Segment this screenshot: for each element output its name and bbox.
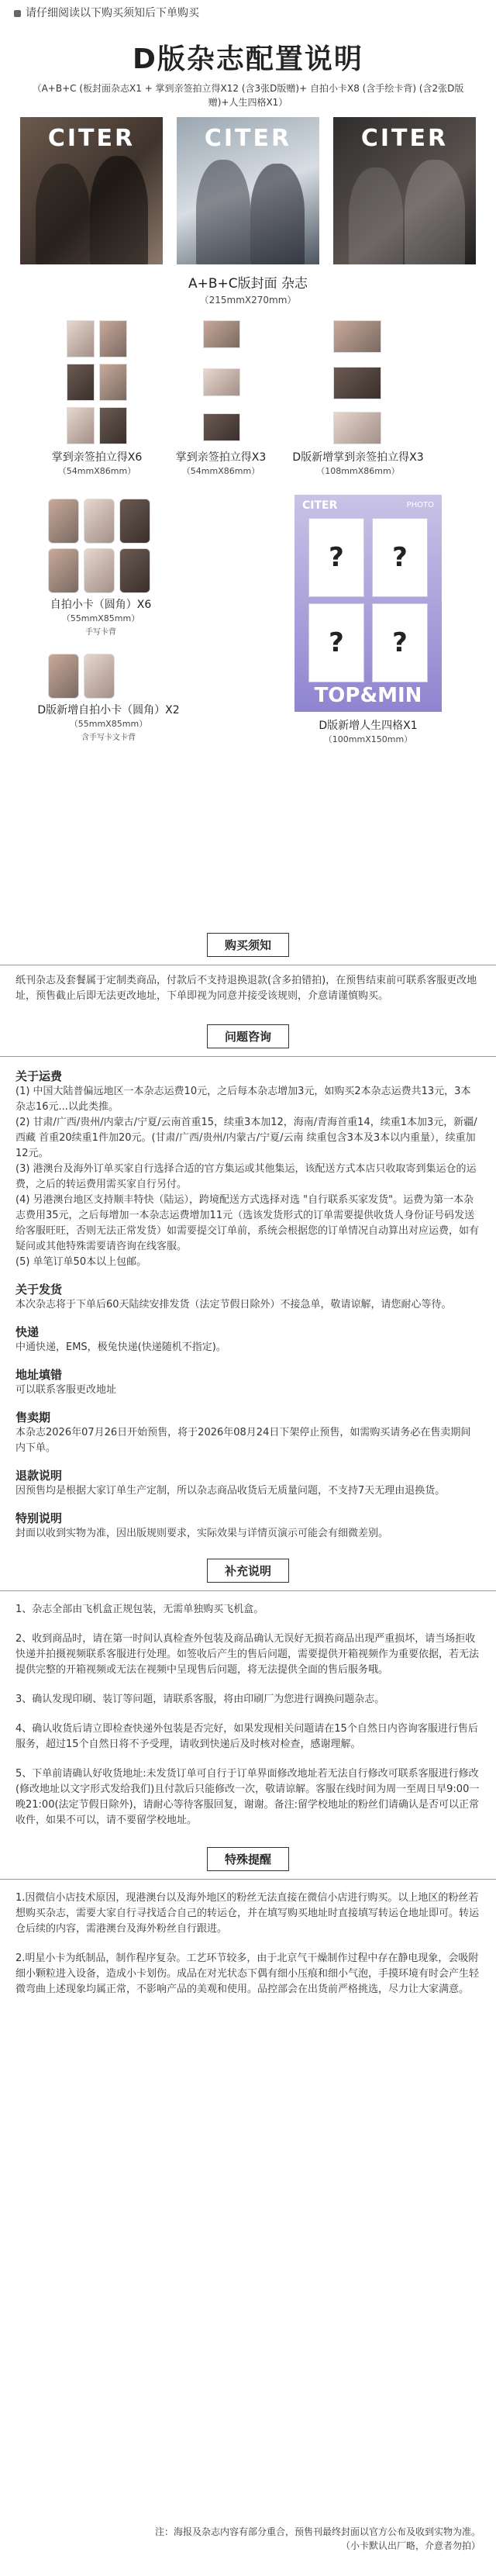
polaroid-thumb	[99, 364, 127, 401]
express-body: 中通快递，EMS，极兔快递(快递随机不指定)。	[16, 1342, 226, 1353]
special-reminder-heading: 特殊提醒	[0, 1847, 496, 1871]
polaroid-thumb	[203, 320, 240, 348]
address-title: 地址填错	[16, 1368, 63, 1382]
notice-icon	[14, 10, 21, 17]
polaroid-thumb	[99, 320, 127, 357]
cover-b-image	[177, 117, 319, 264]
selfie-card	[119, 548, 150, 593]
items-gallery	[0, 313, 496, 933]
polaroid-thumb	[203, 413, 240, 441]
express-title: 快递	[16, 1325, 40, 1339]
shipping-fee-title: 关于运费	[16, 1069, 63, 1083]
special-title: 特别说明	[16, 1511, 63, 1525]
frame-placeholder: ?	[308, 518, 364, 597]
supplement-item: 5、下单前请确认好收货地址:未发货订单可自行于订单界面修改地址若无法自行修改可联系客服进行修改(修改地址以文字形式发给我们)且付款后只能修改一次，敬请谅解。客服在线时间为周一至周日早9:00一晚21:00(法定节假日除外)，请耐心等待客服回复，谢谢。备注:留学校地址的粉丝们请确认是否可以正常收件，如果不可以，请不要留学校地址。	[16, 1768, 480, 1826]
polaroid-thumb	[67, 364, 95, 401]
selfie-card	[84, 499, 115, 544]
delivery-body: 本次杂志将于下单后60天陆续安排发货（法定节假日除外）不接急单，敬请谅解，请您耐心等待。	[16, 1299, 452, 1310]
polaroid-thumb	[67, 320, 95, 357]
frame-placeholder: ?	[308, 603, 364, 682]
frame-placeholder: ?	[372, 518, 428, 597]
supplement-item: 4、确认收货后请立即检查快递外包装是否完好，如果发现相关问题请在15个自然日内咨询客服进行售后服务，超过15个自然日将不予受理，请收到快递后及时核对检查，感谢理解。	[16, 1723, 478, 1750]
purchase-notice	[0, 0, 496, 26]
delivery-title: 关于发货	[16, 1283, 63, 1297]
polaroid-thumb	[67, 407, 95, 444]
cover-brand: CITER	[47, 125, 136, 152]
selfie-label: 自拍小卡（圆角）X6 （55mmX85mm） 手写卡背	[50, 599, 152, 637]
polaroid-label-2: 掌到亲签拍立得X3 （54mmX86mm）	[175, 451, 267, 476]
presale-title: 售卖期	[16, 1411, 51, 1424]
four-frame-label: D版新增人生四格X1 （100mmX150mm）	[319, 720, 418, 744]
frame-placeholder: ?	[372, 603, 428, 682]
four-frame-tag: PHOTO	[406, 501, 434, 509]
shipping-fee-line: (2) 甘肃/广西/贵州/内蒙古/宁夏/云南首重15，续重3本加12，海南/青海首重14，续重1本加3元，新疆/西藏 首重20续重1件加20元。(甘肃/广西/贵州/内蒙古/宁夏/云南 续重包含3本及3本以内重量），续重加12元。	[16, 1117, 477, 1159]
shipping-fee-line: (5) 单笔订单50本以上包邮。	[16, 1256, 147, 1268]
page-title: D版杂志配置说明	[133, 43, 363, 75]
supplement-item: 1、杂志全部由飞机盒正规包装，无需单独购买飞机盒。	[16, 1604, 264, 1615]
polaroid-label-1: 掌到亲签拍立得X6 （54mmX86mm）	[51, 451, 143, 476]
reminder-item: 1.因微信小店技术原因，现港澳台以及海外地区的粉丝无法直接在微信小店进行购买。以上地区的粉丝若想购买杂志，需要大家自行寻找适合自己的转运仓，并在填写购买地址时直接填写转运仓地址即可。转运仓后续的内容，需港澳台及海外粉丝自行跟进。	[16, 1892, 480, 1935]
refund-title: 退款说明	[16, 1469, 63, 1483]
selfie-d-label: D版新增自拍小卡（圆角）X2 （55mmX85mm） 含手写卡文卡背	[37, 704, 180, 742]
shipping-fee-line: (1) 中国大陆普偏远地区一本杂志运费10元，之后每本杂志增加3元，如购买2本杂志运费共13元，3本杂志16元...以此类推。	[16, 1086, 471, 1113]
cover-c-image	[333, 117, 476, 264]
selfie-card	[84, 548, 115, 593]
cover-row	[0, 117, 496, 264]
polaroid-label-3: D版新增掌到亲签拍立得X3 （108mmX86mm）	[292, 451, 424, 476]
selfie-card	[84, 654, 115, 699]
presale-body: 本杂志2026年07月26日开始预售，将于2026年08月24日下架停止预售，如需购买请务必在售卖期间内下单。	[16, 1427, 471, 1454]
selfie-card	[48, 548, 79, 593]
refund-body: 因预售均是根据大家订单生产定制，所以杂志商品收货后无质量问题，不支持7天无理由退换货。	[16, 1485, 446, 1497]
shipping-fee-line: (4) 另港澳台地区支持顺丰特快（陆运），跨境配送方式选择对选 "自行联系买家发货"。运费为第一本杂志费用35元，之后每增加一本杂志运费增加11元（选该发货形式的订单需要提供收货人身份证号码发送给客服旺旺，否则无法正常发货）如需要提交订单前，系统会根据您的订单情况自动算出对应运费，如有疑问或其他特殊需要请咨询在线客服。	[16, 1194, 480, 1252]
notice-text: 请仔细阅读以下购买须知后下单购买	[26, 7, 199, 19]
shipping-fee-line: (3) 港澳台及海外订单买家自行选择合适的官方集运或其他集运，该配送方式本店只收取寄到集运仓的运费，之后的转运费用需买家自行另付。	[16, 1163, 477, 1190]
polaroid-thumb	[333, 367, 381, 399]
four-frame-text: TOP&MIN	[314, 684, 422, 707]
supplement-heading: 补充说明	[0, 1559, 496, 1583]
selfie-card	[48, 654, 79, 699]
polaroid-thumb	[333, 320, 381, 353]
address-body: 可以联系客服更改地址	[16, 1384, 117, 1396]
footer-note	[155, 2525, 480, 2553]
selfie-card	[119, 499, 150, 544]
cover-brand: CITER	[204, 125, 292, 152]
supplement-item: 3、确认发现印刷、装订等问题，请联系客服，将由印刷厂为您进行调换问题杂志。	[16, 1694, 385, 1705]
cover-size: （215mmX270mm）	[199, 295, 297, 306]
cover-a-image	[20, 117, 163, 264]
footer-line-2: （小卡默认出厂略，介意者勿拍）	[340, 2540, 480, 2551]
purchase-body: 纸刊杂志及套餐属于定制类商品，付款后不支持退换退款(含多拍错拍)，在预售结束前可联系客服更改地址，预售截止后即无法更改地址，下单即视为同意并接受该规则，介意请谨慎购买。	[16, 975, 477, 1002]
cover-brand: CITER	[360, 125, 449, 152]
four-frame-card	[294, 495, 442, 712]
polaroid-thumb	[99, 407, 127, 444]
footer-line-1: 注：海报及杂志内容有部分重合，预售刊最终封面以官方公布及收到实物为准。	[154, 2526, 480, 2537]
faq-heading: 问题咨询	[0, 1024, 496, 1048]
selfie-card	[48, 499, 79, 544]
special-body: 封面以收到实物为准，因出版规则要求，实际效果与详情页演示可能会有细微差别。	[16, 1528, 389, 1539]
polaroid-thumb	[203, 368, 240, 396]
config-subtitle: （A+B+C (板封面杂志X1 + 掌到亲签拍立得X12 (含3张D版赠)+ 自拍小卡X8 (含手绘卡背) (含2张D版赠)+人生四格X1）	[32, 83, 464, 108]
four-frame-brand: CITER	[302, 499, 338, 512]
supplement-item: 2、收到商品时，请在第一时间认真检查外包装及商品确认无误好无损若商品出现严重损坏，请当场拒收快递并拍摄视频联系客服进行处理。如签收后产生的售后问题，需要提供开箱视频作为重要依据，若无法提供完整的开箱视频或无法在视频中呈现售后问题，将无法提供全面的售后服务哦。	[16, 1633, 480, 1676]
reminder-item: 2.明星小卡为纸制品，制作程序复杂。工艺环节较多，由于北京气干燥制作过程中存在静电现象，会吸附细小颗粒进入设备，造成小卡划伤。成品在对光状态下偶有细小压痕和细小气泡，手摸环境有时会产生轻微弯曲上述现象均属正常，不影响产品的美观和使用。品控部会在出货前严格挑选，尽力让大家满意。	[16, 1953, 480, 1995]
purchase-heading: 购买须知	[0, 933, 496, 957]
cover-caption: A+B+C版封面 杂志	[188, 276, 308, 292]
polaroid-thumb	[333, 412, 381, 444]
